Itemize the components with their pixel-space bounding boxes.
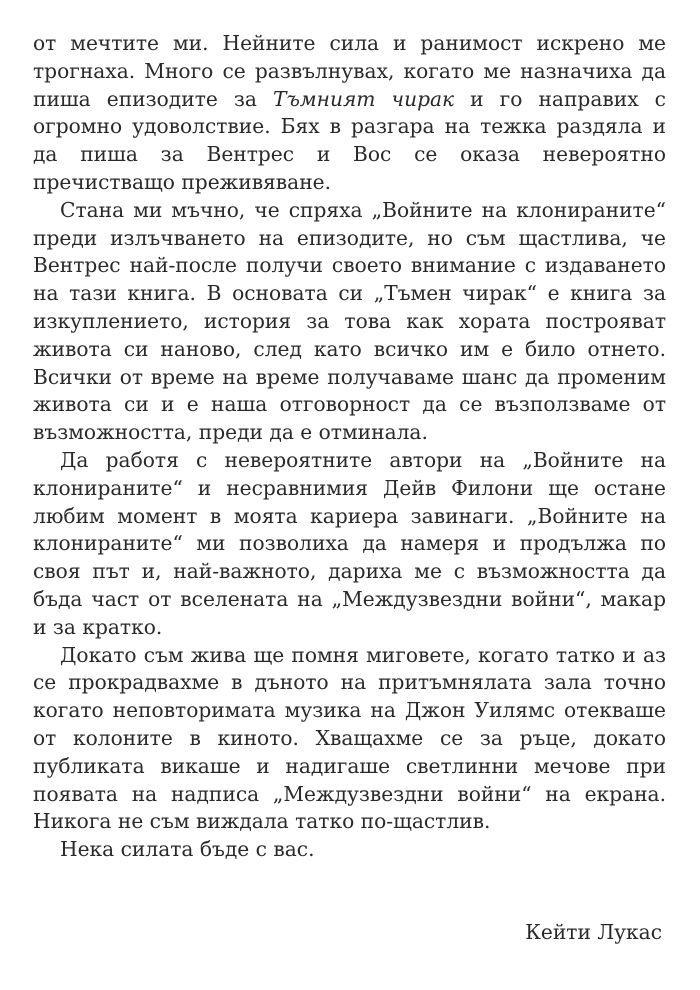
paragraph-1-start: от мечтите ми. Нейните сила и ранимост искрено ме трогнаха. Много се развълнувах, когато ме назначиха да пиша епизодите за <box>33 31 666 111</box>
paragraph-4: Докато съм жива ще помня миговете, когато татко и аз се прокрадвахме в дъното на притъмнялата зала точно когато неповторимата музика на Джон Уилямс отекваше от колоните в киното. Хващахме се за ръце, докато публиката викаше и надигаше светлинни мечове при появата на надписа „Междузвездни войни“ на екрана. Никога не съм виждала татко по-щастлив. <box>33 642 666 834</box>
paragraph-3: Да работя с невероятните автори на „Войните на клонираните“ и несравнимия Дейв Филони ще остане любим момент в моята кариера завинаги. „Войните на клонираните“ ми позволиха да намеря и продължа по своя път и, най-важното, дариха ме с възможността да бъда част от вселената на „Междузвездни войни“, макар и за кратко. <box>33 447 666 639</box>
paragraph-5: Нека силата бъде с вас. <box>60 837 315 862</box>
document-body <box>33 30 666 864</box>
author-signature: Кейти Лукас <box>525 920 662 944</box>
paragraph-2: Стана ми мъчно, че спряха „Войните на клонираните“ преди излъчването на епизодите, но съм щастлива, че Вентрес най-после получи своето внимание с издаването на тази книга. В основата си „Тъмен чирак“ е книга за изкуплението, история за това как хората построяват живота си наново, след като всичко им е било отнето. Всички от време на време получаваме шанс да променим живота си и е наша отговорност да се възползваме от възможността, преди да е отминала. <box>33 197 666 445</box>
title-emphasis: Тъмният чирак <box>272 86 455 111</box>
paragraph-1 <box>33 30 666 197</box>
paragraph-1-end: и го направих с огромно удоволствие. Бях в разгара на тежка раздяла и да пиша за Вентрес и Вос се оказа невероятно пречистващо преживяване. <box>33 86 666 194</box>
